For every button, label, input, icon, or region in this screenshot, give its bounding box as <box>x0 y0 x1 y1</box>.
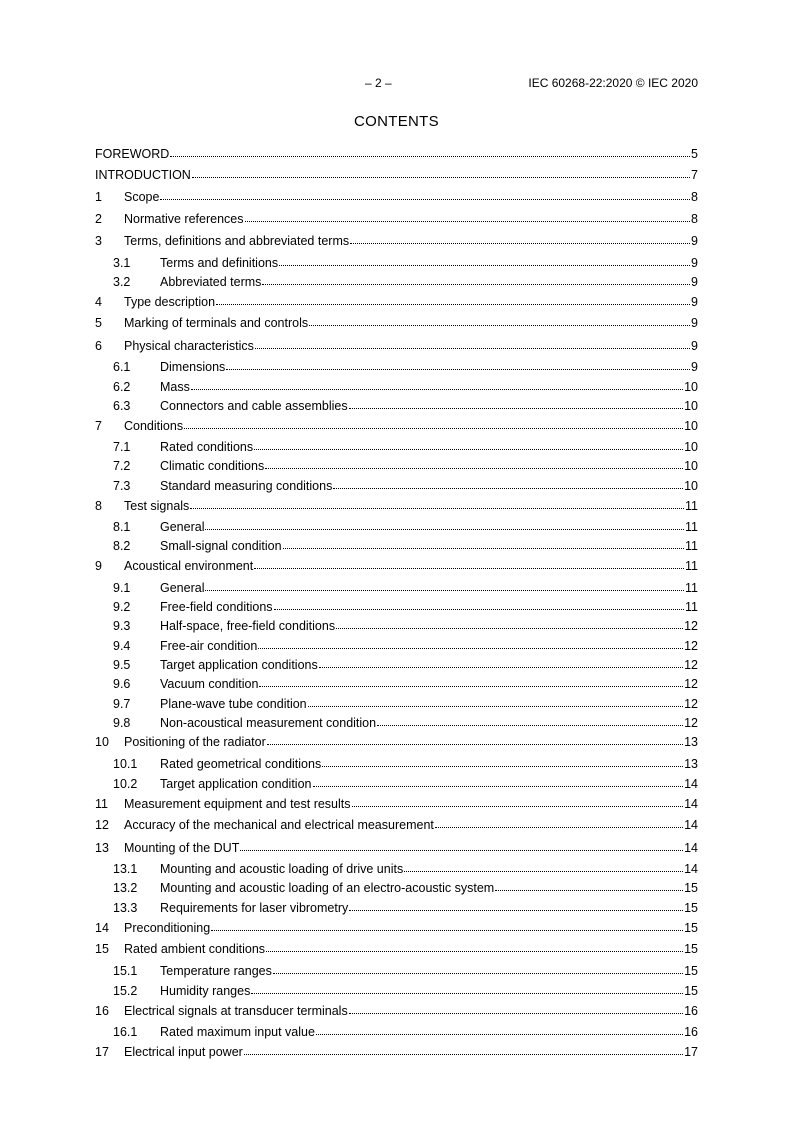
toc-entry-number: 15.1 <box>113 964 138 978</box>
toc-entry-page: 15 <box>684 984 698 998</box>
toc-entry-title: Marking of terminals and controls <box>124 316 309 330</box>
toc-entry-title: Dimensions <box>160 360 226 374</box>
toc-entry[interactable] <box>95 398 698 414</box>
toc-entry-number: 14 <box>95 921 109 935</box>
toc-entry[interactable] <box>95 167 698 183</box>
toc-entry[interactable] <box>95 315 698 331</box>
toc-entry-page: 9 <box>691 360 698 374</box>
dot-leader <box>349 1002 683 1014</box>
dot-leader <box>170 145 690 157</box>
page-header <box>0 76 793 92</box>
toc-entry[interactable] <box>95 379 698 395</box>
toc-entry-number: 9.8 <box>113 716 131 730</box>
toc-entry-number: 9.6 <box>113 677 131 691</box>
toc-entry-number: 9.1 <box>113 581 131 595</box>
dot-leader <box>190 497 684 509</box>
dot-leader <box>245 210 691 222</box>
toc-entry-title: Terms, definitions and abbreviated terms <box>124 234 350 248</box>
toc-entry-title: Electrical input power <box>124 1045 243 1059</box>
toc-entry-page: 11 <box>685 600 698 614</box>
dot-leader <box>336 617 683 629</box>
toc-entry-page: 16 <box>684 1004 698 1018</box>
dot-leader <box>435 816 683 828</box>
toc-entry-title: Non-acoustical measurement condition <box>160 716 377 730</box>
toc-entry-page: 17 <box>684 1045 698 1059</box>
toc-entry-number: 7.3 <box>113 479 131 493</box>
toc-entry-number: 3.1 <box>113 256 131 270</box>
dot-leader <box>283 537 684 549</box>
toc-entry-title: Standard measuring conditions <box>160 479 333 493</box>
toc-entry[interactable] <box>95 734 698 750</box>
toc-entry-number: 15 <box>95 942 109 956</box>
dot-leader <box>262 273 690 285</box>
dot-leader <box>254 438 683 450</box>
dot-leader <box>205 518 684 530</box>
toc-entry[interactable] <box>95 983 698 999</box>
toc-entry[interactable] <box>95 418 698 434</box>
dot-leader <box>279 254 690 266</box>
page-number: – 2 – <box>365 76 392 90</box>
toc-entry-page: 7 <box>691 168 698 182</box>
toc-entry-page: 11 <box>685 539 698 553</box>
dot-leader <box>259 675 683 687</box>
dot-leader <box>192 166 690 178</box>
toc-entry-page: 8 <box>691 212 698 226</box>
toc-entry-page: 12 <box>684 639 698 653</box>
toc-entry-page: 14 <box>684 841 698 855</box>
toc-entry-number: 3.2 <box>113 275 131 289</box>
toc-entry[interactable] <box>95 1044 698 1060</box>
toc-entry[interactable] <box>95 211 698 227</box>
toc-entry-page: 9 <box>691 316 698 330</box>
toc-entry-title: Small-signal condition <box>160 539 282 553</box>
toc-entry[interactable] <box>95 657 698 673</box>
toc-entry-page: 14 <box>684 862 698 876</box>
toc-entry-title: Rated maximum input value <box>160 1025 315 1039</box>
toc-entry-page: 8 <box>691 190 698 204</box>
toc-entry-number: 9.5 <box>113 658 131 672</box>
toc-entry-number: 8 <box>95 499 102 513</box>
toc-entry[interactable] <box>95 941 698 957</box>
toc-entry[interactable] <box>95 963 698 979</box>
toc-entry[interactable] <box>95 861 698 877</box>
toc-entry-page: 10 <box>684 459 698 473</box>
dot-leader <box>319 656 683 668</box>
dot-leader <box>308 695 683 707</box>
toc-entry-number: 9.4 <box>113 639 131 653</box>
dot-leader <box>322 755 683 767</box>
toc-entry-page: 9 <box>691 339 698 353</box>
toc-entry-page: 10 <box>684 399 698 413</box>
toc-entry-page: 14 <box>684 797 698 811</box>
toc-entry-title: General <box>160 520 205 534</box>
toc-entry[interactable] <box>95 580 698 596</box>
toc-entry-title: Requirements for laser vibrometry <box>160 901 349 915</box>
toc-entry-title: Mounting and acoustic loading of an electro-acoustic system <box>160 881 495 895</box>
toc-entry-title: Rated geometrical conditions <box>160 757 322 771</box>
toc-entry-number: 12 <box>95 818 109 832</box>
dot-leader <box>254 557 684 569</box>
toc-entry[interactable] <box>95 715 698 731</box>
dot-leader <box>313 775 684 787</box>
toc-entry-page: 9 <box>691 295 698 309</box>
toc-entry[interactable] <box>95 920 698 936</box>
toc-entry-title: Rated conditions <box>160 440 254 454</box>
toc-entry-title: Climatic conditions <box>160 459 265 473</box>
toc-entry-number: 7.2 <box>113 459 131 473</box>
toc-entry-title: Electrical signals at transducer terminals <box>124 1004 348 1018</box>
dot-leader <box>349 899 683 911</box>
toc-entry[interactable] <box>95 900 698 916</box>
toc-entry-title: Target application conditions <box>160 658 318 672</box>
toc-entry-page: 10 <box>684 419 698 433</box>
toc-entry-title: Target application condition <box>160 777 312 791</box>
toc-entry-page: 9 <box>691 256 698 270</box>
toc-entry-title: Preconditioning <box>124 921 211 935</box>
toc-entry[interactable] <box>95 458 698 474</box>
toc-entry-number: 5 <box>95 316 102 330</box>
toc-entry-number: 16 <box>95 1004 109 1018</box>
toc-entry-number: 8.1 <box>113 520 131 534</box>
dot-leader <box>251 982 683 994</box>
toc-entry[interactable] <box>95 233 698 249</box>
toc-entry-title: Test signals <box>124 499 190 513</box>
toc-entry[interactable] <box>95 796 698 812</box>
toc-entry-page: 9 <box>691 234 698 248</box>
toc-entry[interactable] <box>95 696 698 712</box>
toc-entry-page: 5 <box>691 147 698 161</box>
toc-entry-page: 15 <box>684 921 698 935</box>
toc-entry-page: 10 <box>684 440 698 454</box>
toc-entry-number: 9.7 <box>113 697 131 711</box>
toc-entry-page: 12 <box>684 658 698 672</box>
toc-entry-page: 15 <box>684 942 698 956</box>
toc-entry-number: 7.1 <box>113 440 131 454</box>
toc-entry-number: 1 <box>95 190 102 204</box>
toc-entry[interactable] <box>95 338 698 354</box>
toc-entry-page: 13 <box>684 735 698 749</box>
toc-entry-title: FOREWORD <box>95 147 170 161</box>
toc-entry[interactable] <box>95 498 698 514</box>
toc-entry-title: Acoustical environment <box>124 559 254 573</box>
toc-entry-number: 16.1 <box>113 1025 138 1039</box>
dot-leader <box>266 940 683 952</box>
toc-entry-page: 14 <box>684 777 698 791</box>
toc-entry[interactable] <box>95 1003 698 1019</box>
toc-entry[interactable] <box>95 776 698 792</box>
standard-reference: IEC 60268-22:2020 © IEC 2020 <box>528 76 698 90</box>
toc-entry[interactable] <box>95 255 698 271</box>
toc-entry-page: 12 <box>684 697 698 711</box>
toc-entry-number: 10 <box>95 735 109 749</box>
toc-entry-number: 13.2 <box>113 881 138 895</box>
toc-entry-title: Normative references <box>124 212 244 226</box>
toc-entry[interactable] <box>95 359 698 375</box>
toc-entry[interactable] <box>95 558 698 574</box>
dot-leader <box>160 188 690 200</box>
dot-leader <box>333 477 683 489</box>
dot-leader <box>255 337 690 349</box>
dot-leader <box>352 795 684 807</box>
dot-leader <box>316 1023 683 1035</box>
page-title: CONTENTS <box>354 113 439 130</box>
toc-entry-number: 9.2 <box>113 600 131 614</box>
toc-entry-title: Terms and definitions <box>160 256 279 270</box>
toc-entry-page: 11 <box>685 559 698 573</box>
toc-entry-number: 17 <box>95 1045 109 1059</box>
toc-entry-page: 11 <box>685 499 698 513</box>
dot-leader <box>404 860 683 872</box>
toc-entry-number: 11 <box>95 797 108 811</box>
toc-entry[interactable] <box>95 538 698 554</box>
toc-entry[interactable] <box>95 478 698 494</box>
toc-entry[interactable] <box>95 439 698 455</box>
toc-entry-number: 7 <box>95 419 102 433</box>
toc-entry-number: 13 <box>95 841 109 855</box>
dot-leader <box>265 457 683 469</box>
dot-leader <box>274 598 684 610</box>
toc-entry-page: 9 <box>691 275 698 289</box>
toc-entry[interactable] <box>95 519 698 535</box>
toc-entry-title: Measurement equipment and test results <box>124 797 351 811</box>
toc-entry-number: 13.3 <box>113 901 138 915</box>
dot-leader <box>191 378 683 390</box>
toc-entry-title: Free-field conditions <box>160 600 273 614</box>
dot-leader <box>377 714 683 726</box>
toc-entry-number: 3 <box>95 234 102 248</box>
toc-entry[interactable] <box>95 189 698 205</box>
toc-entry[interactable] <box>95 676 698 692</box>
toc-entry-page: 11 <box>685 520 698 534</box>
dot-leader <box>211 919 683 931</box>
dot-leader <box>240 839 683 851</box>
toc-entry-title: Half-space, free-field conditions <box>160 619 336 633</box>
toc-entry-page: 13 <box>684 757 698 771</box>
toc-entry[interactable] <box>95 1024 698 1040</box>
toc-entry-title: Accuracy of the mechanical and electrical measurement <box>124 818 434 832</box>
toc-entry-page: 10 <box>684 380 698 394</box>
toc-entry-number: 9 <box>95 559 102 573</box>
toc-entry-title: Physical characteristics <box>124 339 254 353</box>
toc-entry-title: General <box>160 581 205 595</box>
dot-leader <box>350 232 690 244</box>
toc-entry-page: 12 <box>684 677 698 691</box>
toc-entry[interactable] <box>95 294 698 310</box>
toc-entry-page: 10 <box>684 479 698 493</box>
toc-entry-title: Mounting of the DUT <box>124 841 240 855</box>
toc-entry[interactable] <box>95 618 698 634</box>
toc-entry-title: Type description <box>124 295 216 309</box>
toc-entry-page: 15 <box>684 964 698 978</box>
toc-entry[interactable] <box>95 880 698 896</box>
toc-entry-number: 15.2 <box>113 984 138 998</box>
dot-leader <box>309 314 690 326</box>
dot-leader <box>258 637 683 649</box>
toc-entry[interactable] <box>95 756 698 772</box>
toc-entry-title: INTRODUCTION <box>95 168 191 182</box>
toc-entry-title: Scope <box>124 190 160 204</box>
toc-entry-number: 6.2 <box>113 380 131 394</box>
toc-entry-page: 12 <box>684 716 698 730</box>
toc-entry[interactable] <box>95 599 698 615</box>
toc-entry-title: Positioning of the radiator <box>124 735 266 749</box>
toc-entry[interactable] <box>95 840 698 856</box>
dot-leader <box>495 879 683 891</box>
toc-entry-number: 13.1 <box>113 862 138 876</box>
dot-leader <box>349 397 683 409</box>
toc-entry-title: Mounting and acoustic loading of drive units <box>160 862 404 876</box>
toc-entry-page: 16 <box>684 1025 698 1039</box>
toc-entry-number: 10.1 <box>113 757 138 771</box>
toc-entry-page: 14 <box>684 818 698 832</box>
toc-entry-title: Free-air condition <box>160 639 258 653</box>
toc-entry[interactable] <box>95 817 698 833</box>
toc-entry-number: 6 <box>95 339 102 353</box>
toc-entry-number: 9.3 <box>113 619 131 633</box>
toc-entry-title: Temperature ranges <box>160 964 272 978</box>
dot-leader <box>244 1043 683 1055</box>
dot-leader <box>216 293 690 305</box>
toc-entry[interactable] <box>95 638 698 654</box>
toc-entry-title: Humidity ranges <box>160 984 251 998</box>
toc-entry-page: 11 <box>685 581 698 595</box>
toc-entry-number: 6.3 <box>113 399 131 413</box>
toc-entry-title: Connectors and cable assemblies <box>160 399 348 413</box>
toc-entry-title: Plane-wave tube condition <box>160 697 307 711</box>
dot-leader <box>273 962 683 974</box>
toc-entry-title: Conditions <box>124 419 184 433</box>
toc-entry-number: 4 <box>95 295 102 309</box>
toc-entry-number: 6.1 <box>113 360 131 374</box>
toc-entry-page: 15 <box>684 881 698 895</box>
toc-entry-title: Rated ambient conditions <box>124 942 266 956</box>
toc-entry-page: 12 <box>684 619 698 633</box>
toc-entry-number: 8.2 <box>113 539 131 553</box>
dot-leader <box>267 733 683 745</box>
toc-entry-number: 10.2 <box>113 777 138 791</box>
toc-entry-number: 2 <box>95 212 102 226</box>
toc-entry-page: 15 <box>684 901 698 915</box>
toc-entry[interactable] <box>95 274 698 290</box>
dot-leader <box>184 417 683 429</box>
toc-entry-title: Mass <box>160 380 190 394</box>
toc-entry-title: Vacuum condition <box>160 677 259 691</box>
dot-leader <box>226 358 690 370</box>
toc-entry[interactable] <box>95 146 698 162</box>
toc-entry-title: Abbreviated terms <box>160 275 262 289</box>
dot-leader <box>205 579 684 591</box>
